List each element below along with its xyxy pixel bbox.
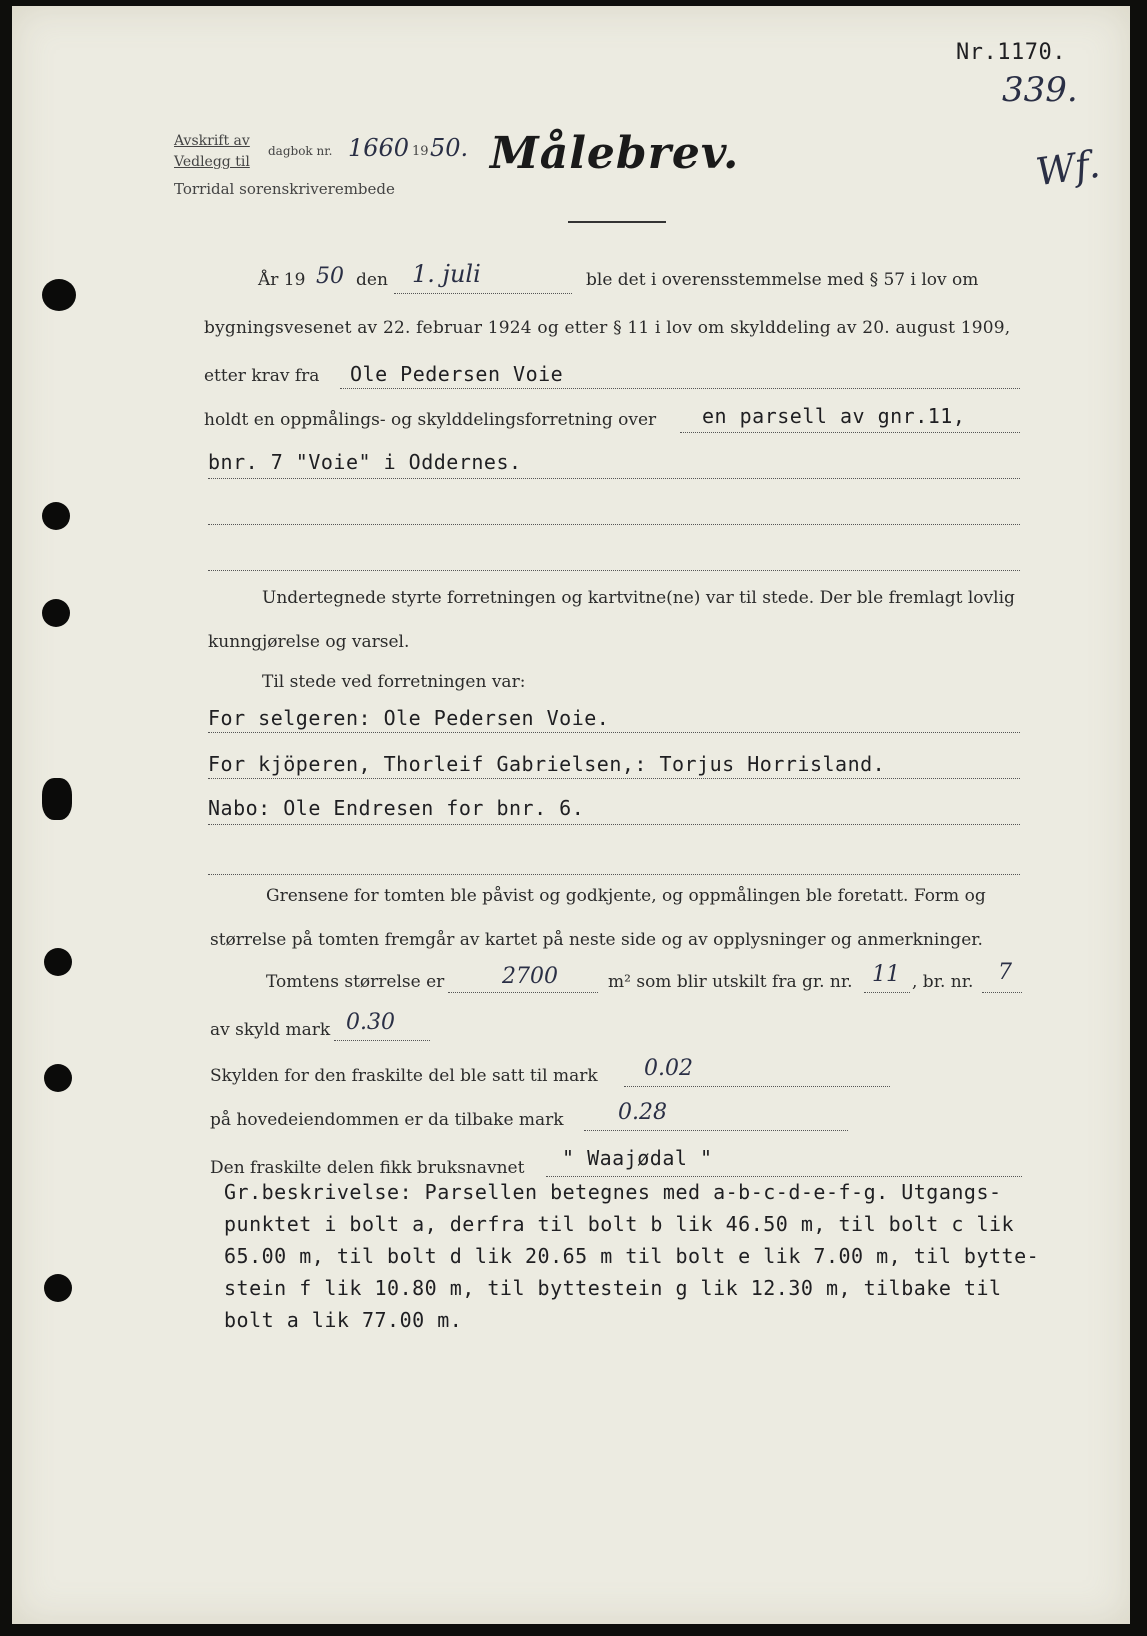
document-page: [12, 6, 1130, 1624]
present-neighbor: Nabo: Ole Endresen for bnr. 6.: [208, 796, 585, 820]
boundaries-para-2: størrelse på tomten fremgår av kartet på neste side og av opplysninger og anmerkninger.: [210, 930, 983, 950]
held-dotline-2: [208, 478, 1020, 479]
stamp-line-1: Avskrift av: [174, 133, 250, 149]
request-value: Ole Pedersen Voie: [350, 362, 564, 386]
size-dotline: [448, 992, 598, 993]
present-para-1: Undertegnede styrte forretningen og kartvitne(ne) var til stede. Der ble fremlagt lovlig: [262, 588, 1015, 608]
description-line-5: bolt a lik 77.00 m.: [224, 1308, 463, 1332]
page-number: 339.: [1002, 70, 1078, 110]
year-value: 50: [316, 264, 344, 289]
held-value: en parsell av gnr.11,: [702, 404, 966, 428]
present-buyer: For kjöperen, Thorleif Gabrielsen,: Torjus Horrisland.: [208, 752, 886, 776]
bruksnavn-label: Den fraskilte delen fikk bruksnavnet: [210, 1158, 525, 1178]
held-value-2: bnr. 7 "Voie" i Oddernes.: [208, 450, 522, 474]
document-number: Nr.1170.: [956, 40, 1066, 65]
dagbok-label: dagbok nr.: [268, 144, 333, 158]
intro-line-1: ble det i overensstemmelse med § 57 i lov om: [586, 270, 979, 290]
skyld-label: av skyld mark: [210, 1020, 331, 1040]
size-label: Tomtens størrelse er: [266, 972, 445, 992]
skyld-value: 0.30: [346, 1010, 395, 1035]
punch-hole-4: [42, 778, 72, 820]
year-label: År 19: [258, 270, 306, 290]
present-para-2: kunngjørelse og varsel.: [208, 632, 410, 652]
size-unit: m² som blir utskilt fra gr. nr.: [608, 972, 853, 992]
blank-dotline-2: [208, 570, 1020, 571]
blank-dotline-1: [208, 524, 1020, 525]
present-dotline-2: [208, 778, 1020, 779]
br-label: , br. nr.: [912, 972, 974, 992]
intro-line-2: bygningsvesenet av 22. februar 1924 og etter § 11 i lov om skylddeling av 20. august 1909,: [204, 318, 1011, 338]
dagbok-number: 1660: [348, 134, 410, 162]
present-label: Til stede ved forretningen var:: [262, 672, 526, 692]
punch-hole-3: [42, 599, 70, 627]
hoved-label: på hovedeiendommen er da tilbake mark: [210, 1110, 564, 1130]
held-dotline: [680, 432, 1020, 433]
skyld-dotline: [334, 1040, 430, 1041]
description-line-3: 65.00 m, til bolt d lik 20.65 m til bolt e lik 7.00 m, til bytte-: [224, 1244, 1040, 1268]
hoved-dotline: [584, 1130, 848, 1131]
present-dotline-1: [208, 732, 1020, 733]
fraskilt-dotline: [624, 1086, 890, 1087]
office-name: Torridal sorenskriverembede: [174, 180, 395, 198]
br-dotline: [982, 992, 1022, 993]
date-label: den: [356, 270, 388, 290]
bruksnavn-dotline: [546, 1176, 1022, 1177]
request-label: etter krav fra: [204, 366, 320, 386]
punch-hole-5: [44, 948, 72, 976]
gr-number: 11: [872, 962, 900, 987]
size-value: 2700: [502, 964, 558, 989]
description-line-1: Gr.beskrivelse: Parsellen betegnes med a-b-c-d-e-f-g. Utgangs-: [224, 1180, 1002, 1204]
gr-dotline: [864, 992, 910, 993]
request-dotline: [340, 388, 1020, 389]
description-line-2: punktet i bolt a, derfra til bolt b lik 46.50 m, til bolt c lik: [224, 1212, 1015, 1236]
bruksnavn-value: " Waajødal ": [562, 1146, 713, 1170]
present-dotline-4: [208, 874, 1020, 875]
punch-hole-1: [42, 279, 76, 311]
hoved-value: 0.28: [618, 1100, 667, 1125]
dagbok-year-prefix: 19: [412, 144, 429, 159]
present-seller: For selgeren: Ole Pedersen Voie.: [208, 706, 610, 730]
stamp-line-2: Vedlegg til: [174, 154, 250, 170]
punch-hole-6: [44, 1064, 72, 1092]
title-rule: [568, 221, 666, 223]
punch-hole-2: [42, 502, 70, 530]
page-title: Målebrev.: [490, 128, 740, 179]
fraskilt-value: 0.02: [644, 1056, 693, 1081]
date-dotline: [394, 293, 572, 294]
initials: Wf.: [1033, 141, 1103, 195]
boundaries-para-1: Grensene for tomten ble påvist og godkjente, og oppmålingen ble foretatt. Form og: [266, 886, 986, 906]
fraskilt-label: Skylden for den fraskilte del ble satt til mark: [210, 1066, 598, 1086]
punch-hole-7: [44, 1274, 72, 1302]
held-label: holdt en oppmålings- og skylddelingsforretning over: [204, 410, 657, 430]
date-value: 1. juli: [412, 260, 481, 288]
present-dotline-3: [208, 824, 1020, 825]
br-number: 7: [998, 960, 1012, 985]
description-line-4: stein f lik 10.80 m, til byttestein g lik 12.30 m, tilbake til: [224, 1276, 1002, 1300]
dagbok-year: 50.: [430, 134, 469, 162]
